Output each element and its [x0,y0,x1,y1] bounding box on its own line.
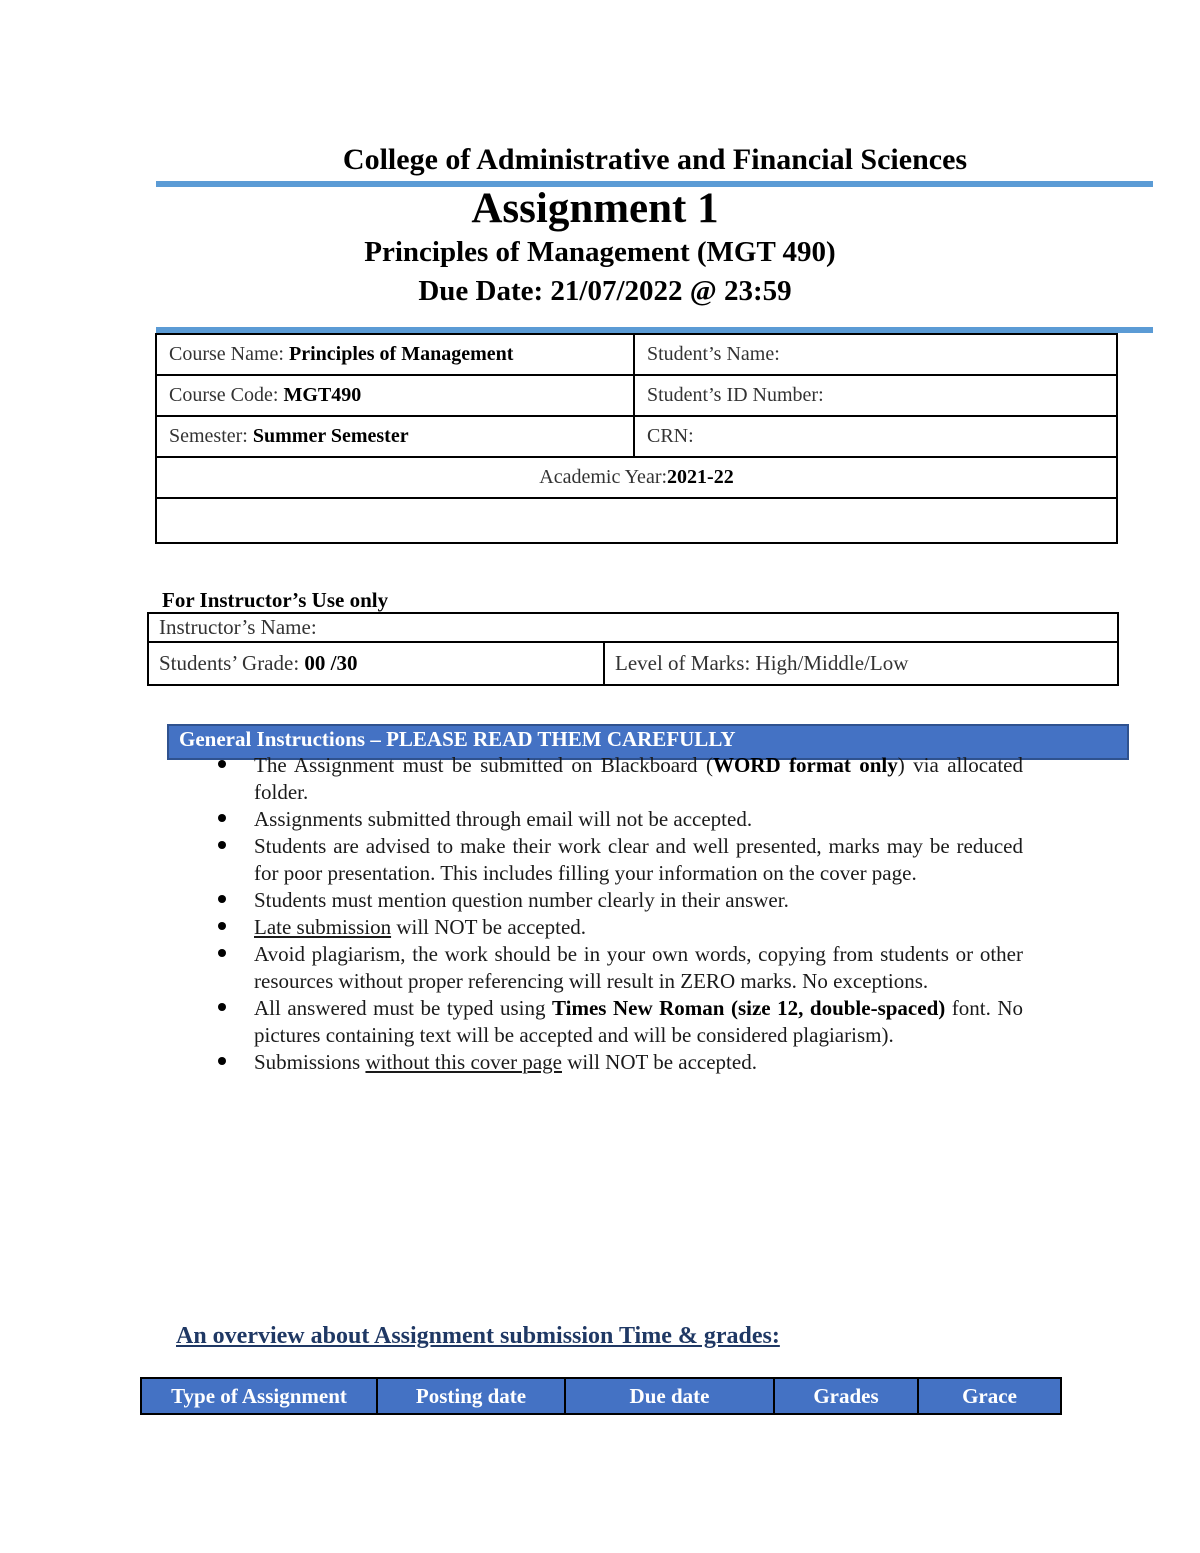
academic-year-cell: Academic Year:2021-22 [156,457,1117,498]
info-row [156,375,1117,416]
empty-cell[interactable] [156,498,1117,543]
course-name-cell: Course Name: Principles of Management [156,334,634,375]
student-name-cell[interactable]: Student’s Name: [634,334,1117,375]
bullet-icon [218,922,226,930]
instructor-row [148,613,1118,642]
instructor-table [147,612,1119,686]
course-title: Principles of Management (MGT 490) [364,236,836,268]
list-item: Students must mention question number clearly in their answer. [215,887,1023,914]
due-date: Due Date: 21/07/2022 @ 23:59 [418,275,792,307]
bullet-icon [218,1003,226,1011]
overview-title: An overview about Assignment submission Time & grades: [176,1323,780,1349]
info-row [156,498,1117,543]
college-title: College of Administrative and Financial Sciences [342,143,968,176]
grade-cell: Students’ Grade: 00 /30 [148,642,604,685]
bullet-icon [218,949,226,957]
column-header: Grades [774,1378,918,1414]
course-name-value: Principles of Management [288,343,514,365]
semester-value: Summer Semester [252,425,409,447]
student-id-cell[interactable]: Student’s ID Number: [634,375,1117,416]
table-header-row [141,1378,1061,1414]
instructions-list [215,752,1023,1076]
list-item: Late submission will NOT be accepted. [215,914,1023,941]
bullet-icon [218,1057,226,1065]
instructor-name-cell[interactable]: Instructor’s Name: [148,613,1118,642]
course-code-value: MGT490 [283,384,362,406]
bullet-icon [218,895,226,903]
course-code-cell: Course Code: MGT490 [156,375,634,416]
list-item: All answered must be typed using Times New Roman (size 12, double-spaced) font. No pictures containing text will be accepted and will be considered plagiarism). [215,995,1023,1049]
instructions-header: General Instructions – PLEASE READ THEM CAREFULLY [167,724,1129,760]
crn-cell[interactable]: CRN: [634,416,1117,457]
bullet-icon [218,841,226,849]
instructor-row [148,642,1118,685]
submission-table [140,1377,1062,1415]
academic-year-value: 2021-22 [667,466,734,488]
info-row [156,416,1117,457]
list-item: Assignments submitted through email will not be accepted. [215,806,1023,833]
info-row [156,334,1117,375]
info-row [156,457,1117,498]
bullet-icon [218,760,226,768]
column-header: Type of Assignment [141,1378,377,1414]
semester-cell: Semester: Summer Semester [156,416,634,457]
instructor-heading: For Instructor’s Use only [162,588,389,612]
grade-value: 00 /30 [304,651,358,675]
list-item: Students are advised to make their work clear and well presented, marks may be reduced for poor presentation. This includes filling your information on the cover page. [215,833,1023,887]
bullet-icon [218,814,226,822]
column-header: Posting date [377,1378,565,1414]
column-header: Grace [918,1378,1061,1414]
level-cell: Level of Marks: High/Middle/Low [604,642,1118,685]
list-item: The Assignment must be submitted on Blackboard (WORD format only) via allocated folder. [215,752,1023,806]
column-header: Due date [565,1378,774,1414]
list-item: Avoid plagiarism, the work should be in your own words, copying from students or other resources without proper referencing will result in ZERO marks. No exceptions. [215,941,1023,995]
info-table [155,333,1118,544]
assignment-title: Assignment 1 [471,185,719,232]
list-item: Submissions without this cover page will NOT be accepted. [215,1049,1023,1076]
